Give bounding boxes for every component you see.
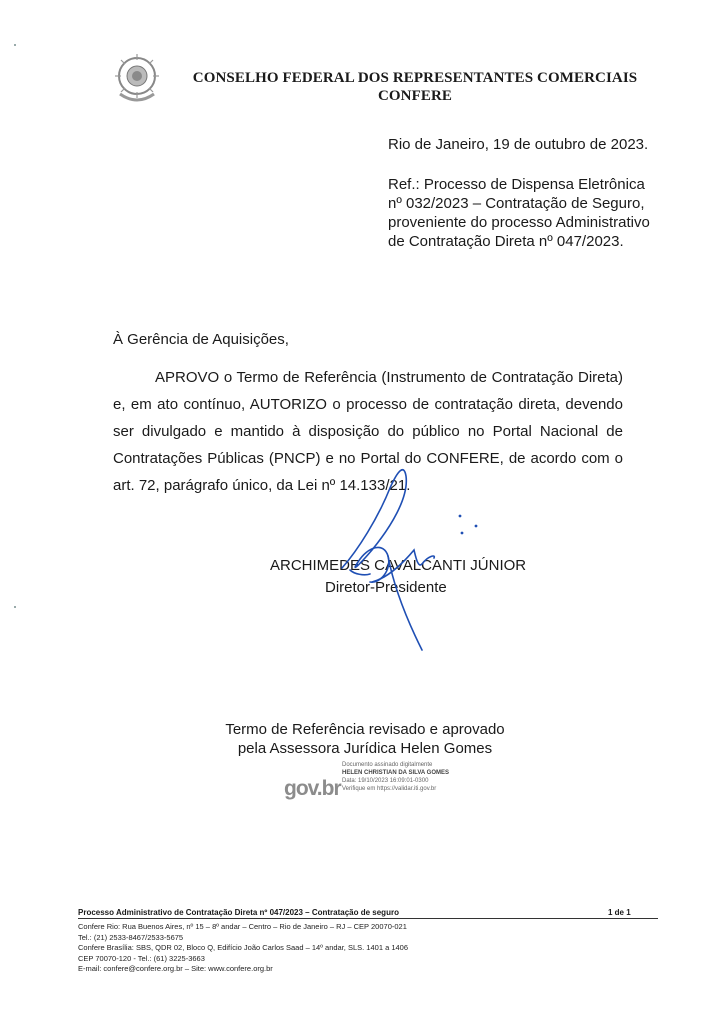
footer-page-number: 1 de 1 bbox=[608, 908, 631, 917]
footer-contact-email-site: E-mail: confere@confere.org.br – Site: www.confere.org.br bbox=[78, 964, 273, 973]
scan-speck bbox=[14, 44, 16, 46]
salutation: À Gerência de Aquisições, bbox=[113, 331, 289, 348]
digital-signature-signer: HELEN CHRISTIAN DA SILVA GOMES bbox=[342, 770, 450, 776]
footer-contact-block bbox=[78, 922, 408, 975]
organization-name: CONSELHO FEDERAL DOS REPRESENTANTES COMERCIAIS bbox=[192, 70, 638, 86]
handwritten-signature bbox=[310, 458, 500, 658]
digital-signature-date: Data: 19/10/2023 16:09:01-0300 bbox=[342, 778, 429, 784]
govbr-logo: gov.br bbox=[284, 777, 341, 800]
scan-speck bbox=[14, 606, 16, 608]
footer-address-rio: Confere Rio: Rua Buenos Aires, nº 15 – 8º andar – Centro – Rio de Janeiro – RJ – CEP 20070-021 bbox=[78, 922, 407, 931]
legal-review-note bbox=[200, 720, 530, 758]
legal-review-line-2: pela Assessora Jurídica Helen Gomes bbox=[237, 740, 493, 757]
digital-signature-stamp bbox=[342, 761, 492, 793]
date-line: Rio de Janeiro, 19 de outubro de 2023. bbox=[388, 136, 649, 153]
digital-signature-caption: Documento assinado digitalmente bbox=[342, 762, 433, 768]
body-paragraph: APROVO o Termo de Referência (Instrumento de Contratação Direta) e, em ato contínuo, AUTORIZO o processo de contratação direta, devendo ser divulgado e mantido à disposição do público no Portal Nacional de Contratações Públicas (PNCP) e no Portal do CONFERE, de acordo com o art. 72, parágrafo único, da Lei nº 14.133/21. bbox=[113, 369, 623, 494]
footer-process-title: Processo Administrativo de Contratação Direta nº 047/2023 – Contratação de seguro bbox=[78, 908, 399, 917]
reference-block: Ref.: Processo de Dispensa Eletrônica nº 032/2023 – Contratação de Seguro, proveniente do processo Administrativo de Contratação Direta nº 047/2023. bbox=[388, 176, 650, 250]
footer-address-brasilia: Confere Brasília: SBS, QDR 02, Bloco Q, Edifício João Carlos Saad – 14º andar, SLS. 1401 a 1406 bbox=[78, 943, 409, 952]
footer-phone-rio: Tel.: (21) 2533-8467/2533-5675 bbox=[78, 932, 184, 942]
signatory-name: ARCHIMEDES CAVALCANTI JÚNIOR bbox=[270, 557, 527, 574]
signatory-title: Diretor-Presidente bbox=[325, 579, 447, 596]
footer-divider bbox=[78, 918, 658, 919]
digital-signature-verify-link: Verifique em https://validar.iti.gov.br bbox=[342, 786, 437, 792]
organization-acronym: CONFERE bbox=[377, 88, 453, 104]
legal-review-line-1: Termo de Referência revisado e aprovado bbox=[225, 721, 505, 738]
footer-phone-brasilia: CEP 70070-120 - Tel.: (61) 3225-3663 bbox=[78, 953, 205, 963]
coat-of-arms-seal-icon bbox=[112, 52, 162, 104]
